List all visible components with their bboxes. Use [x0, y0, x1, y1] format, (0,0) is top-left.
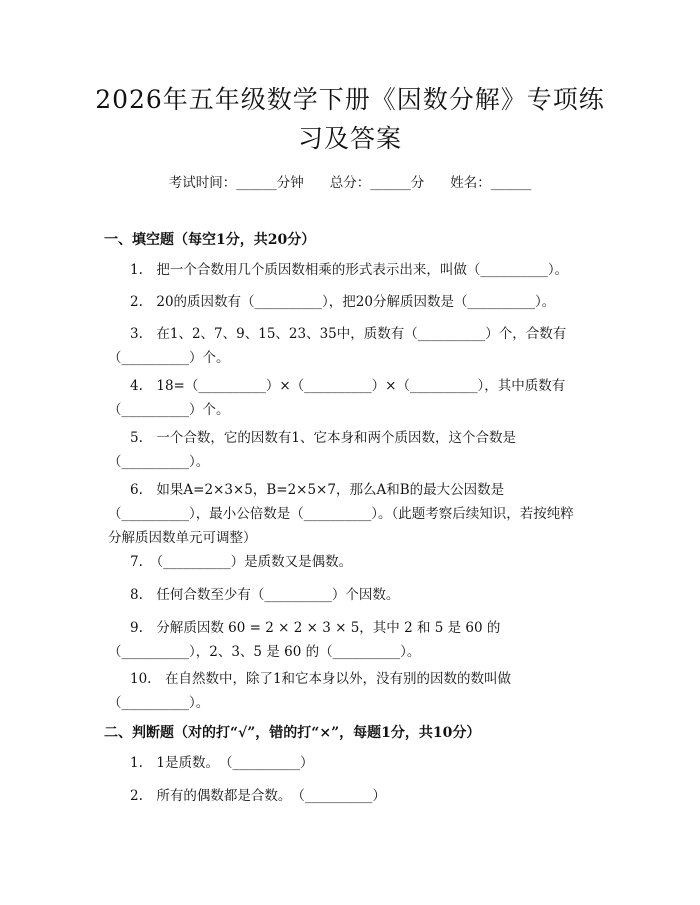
question-text: 2. 所有的偶数都是合数。 （__________）	[130, 788, 386, 804]
fill-question-3	[108, 322, 598, 370]
question-text: 6. 如果A=2×3×5，B=2×5×7，那么A和B的最大公因数是	[130, 482, 505, 498]
fill-question-7	[108, 550, 598, 574]
question-text-cont: （__________）。	[108, 695, 210, 711]
question-text: 1. 把一个合数用几个质因数相乘的形式表示出来，叫做（__________）。	[130, 262, 569, 278]
question-text-cont: （__________）。	[108, 454, 210, 470]
fill-question-1	[108, 258, 598, 282]
fill-question-9	[108, 616, 598, 664]
question-text: 8. 任何合数至少有（__________）个因数。	[130, 587, 400, 603]
fill-question-5	[108, 426, 598, 474]
question-text-cont: （__________）个。	[108, 350, 230, 366]
section-1-heading: 一、填空题（每空1分，共20分）	[104, 232, 316, 248]
section-2-heading: 二、判断题（对的打“√”，错的打“×”，每题1分，共10分）	[104, 725, 481, 741]
judge-question-1	[108, 751, 598, 775]
question-text: 10. 在自然数中，除了1和它本身以外，没有别的因数的数叫做	[130, 671, 512, 687]
question-text-cont: （__________），最小公倍数是（__________）。（此题考察后续知识，若按纯粹	[108, 506, 574, 522]
fill-question-2	[108, 290, 598, 314]
judge-question-2	[108, 784, 598, 808]
page-title	[80, 80, 620, 158]
question-text: 2. 20的质因数有（__________），把20分解质因数是（__________）。	[130, 294, 556, 310]
question-text-cont: （__________），2、3、5 是 60 的（__________）。	[108, 644, 421, 660]
question-text: 3. 在1、2、7、9、15、23、35中，质数有（__________）个，合数有	[130, 326, 567, 342]
title-line-1: 2026年五年级数学下册《因数分解》专项练	[95, 85, 605, 114]
exam-info-line	[0, 171, 700, 191]
fill-question-6	[108, 478, 598, 550]
title-line-2: 习及答案	[297, 124, 402, 153]
question-text: 4. 18=（__________）×（__________）×（__________），其中质数有	[130, 378, 566, 394]
fill-question-8	[108, 583, 598, 607]
question-text: 9. 分解质因数 60 = 2 × 2 × 3 × 5，其中 2 和 5 是 60 的	[130, 620, 501, 636]
question-text-cont: （__________）个。	[108, 402, 230, 418]
fill-question-4	[108, 374, 598, 422]
question-text-cont-2: 分解质因数单元可调整）	[108, 530, 257, 546]
question-text: 7. （__________）是质数又是偶数。	[130, 554, 353, 570]
fill-question-10	[108, 667, 598, 715]
question-text: 5. 一个合数，它的因数有1、它本身和两个质因数，这个合数是	[130, 430, 516, 446]
student-name: 姓名：______	[450, 175, 532, 191]
question-text: 1. 1是质数。 （__________）	[130, 755, 314, 771]
exam-time: 考试时间：______分钟	[168, 175, 304, 191]
total-score: 总分：______分	[329, 175, 425, 191]
